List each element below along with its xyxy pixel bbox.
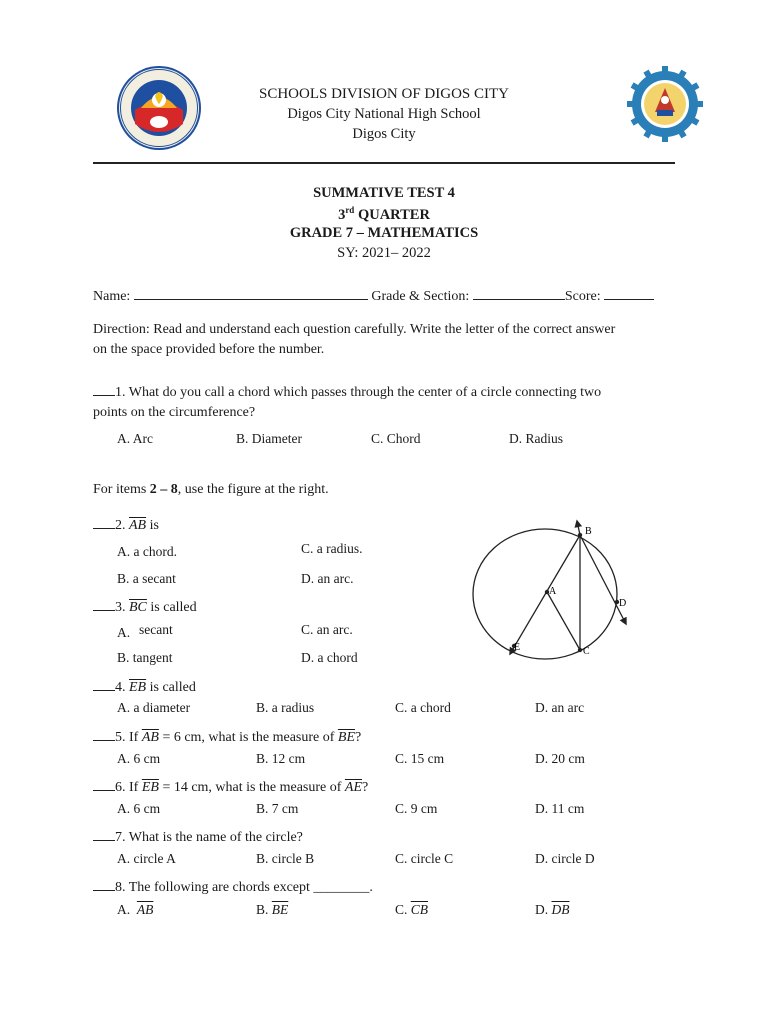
point-b [578, 533, 582, 537]
question-6: 6. If $\overline{EB} = 14$ cm, what is the measure of $\overline{AE}$? [93, 776, 368, 796]
q8-option-b: B. $\overline{BE}$ [256, 902, 289, 917]
name-blank[interactable] [134, 285, 368, 300]
answer-blank-3[interactable] [93, 596, 115, 611]
question-2: 2. $\overline{AB}$ is [93, 514, 159, 534]
q1-option-d: D. Radius [509, 431, 563, 446]
student-info-line [93, 285, 654, 305]
segment-ac [547, 592, 580, 650]
answer-blank-6[interactable] [93, 776, 115, 791]
q5-option-c: C. 15 cm [395, 751, 445, 766]
q4-option-d: D. an arc [535, 700, 585, 715]
grade-section-label: Grade & Section: [367, 289, 473, 304]
direction-line-2: on the space provided before the number. [93, 342, 325, 357]
q3-option-d: D. a chord [301, 650, 358, 665]
label-e: E [514, 642, 521, 653]
test-title: SUMMATIVE TEST 4 [313, 185, 455, 201]
answer-blank-2[interactable] [93, 514, 115, 529]
q2-option-c: C. a radius. [301, 541, 363, 556]
q1-option-b: B. Diameter [236, 431, 302, 446]
label-c: C [583, 646, 590, 657]
school-city: Digos City [352, 126, 416, 142]
q7-option-b: B. circle B [256, 851, 315, 866]
q3-option-b: B. tangent [117, 650, 173, 665]
q5-option-a: A. 6 cm [117, 751, 161, 766]
q3-option-c: C. an arc. [301, 622, 353, 637]
q5-option-d: D. 20 cm [535, 751, 585, 766]
answer-blank-5[interactable] [93, 726, 115, 741]
q6-option-d: D. 11 cm [535, 801, 585, 816]
direction-line-1: Direction: Read and understand each question carefully. Write the letter of the correct answer [93, 322, 616, 337]
name-label: Name: [93, 289, 134, 304]
answer-blank-1[interactable] [93, 381, 115, 396]
question-4: 4. $\overline{EB}$ is called [93, 676, 196, 696]
answer-blank-7[interactable] [93, 826, 115, 841]
answer-blank-4[interactable] [93, 676, 115, 691]
q6-option-b: B. 7 cm [256, 801, 299, 816]
point-c [578, 648, 582, 652]
label-a: A [549, 586, 557, 597]
school-year: SY: 2021– 2022 [337, 245, 431, 261]
label-b: B [585, 526, 592, 537]
question-7: 7. What is the name of the circle? [93, 826, 303, 846]
q2-option-b: B. a secant [117, 571, 176, 586]
score-label: Score: [564, 289, 605, 304]
label-d: D [619, 598, 627, 609]
header-divider [93, 162, 675, 164]
q6-option-a: A. 6 cm [117, 801, 161, 816]
q3-option-a-letter: A. [117, 625, 131, 640]
q6-option-c: C. 9 cm [395, 801, 438, 816]
question-5: 5. If $\overline{AB} = 6$ cm, what is the measure of $\overline{BE}$? [93, 726, 361, 746]
quarter-title: 3rd QUARTER [338, 205, 430, 223]
answer-blank-8[interactable] [93, 876, 115, 891]
q5-option-b: B. 12 cm [256, 751, 306, 766]
q4-option-b: B. a radius [256, 700, 315, 715]
score-blank[interactable] [604, 285, 654, 300]
grade-subject-title: GRADE 7 – MATHEMATICS [289, 225, 479, 241]
grade-section-blank[interactable] [473, 285, 565, 300]
line-bd [580, 535, 626, 624]
q1-option-c: C. Chord [371, 431, 421, 446]
items-instruction: For items 2 – 8, use the figure at the right. [93, 482, 329, 497]
question-3: 3. $\overline{BC}$ is called [93, 596, 197, 616]
question-1-cont: points on the circumference? [93, 405, 256, 420]
q4-option-a: A. a diameter [117, 700, 191, 715]
line-eb [510, 535, 580, 654]
division-name: SCHOOLS DIVISION OF DIGOS CITY [258, 86, 509, 102]
q7-option-c: C. circle C [395, 851, 454, 866]
school-name: Digos City National High School [287, 106, 481, 122]
q3-option-a: secant [139, 622, 173, 637]
q1-option-a: A. Arc [117, 431, 153, 446]
q2-option-d: D. an arc. [301, 571, 354, 586]
q7-option-d: D. circle D [535, 851, 595, 866]
q2-option-a: A. a chord. [117, 544, 177, 559]
q8-option-d: D. $\overline{DB}$ [535, 902, 570, 917]
q4-option-c: C. a chord [395, 700, 451, 715]
q7-option-a: A. circle A [117, 851, 176, 866]
circle-figure [466, 516, 646, 676]
q8-option-c: C. $\overline{CB}$ [395, 902, 429, 917]
question-8: 8. The following are chords except ________. [93, 876, 373, 896]
question-1: 1. What do you call a chord which passes through the center of a circle connecting two [93, 381, 601, 401]
q8-option-a: A. $\overline{AB}$ [117, 902, 154, 917]
